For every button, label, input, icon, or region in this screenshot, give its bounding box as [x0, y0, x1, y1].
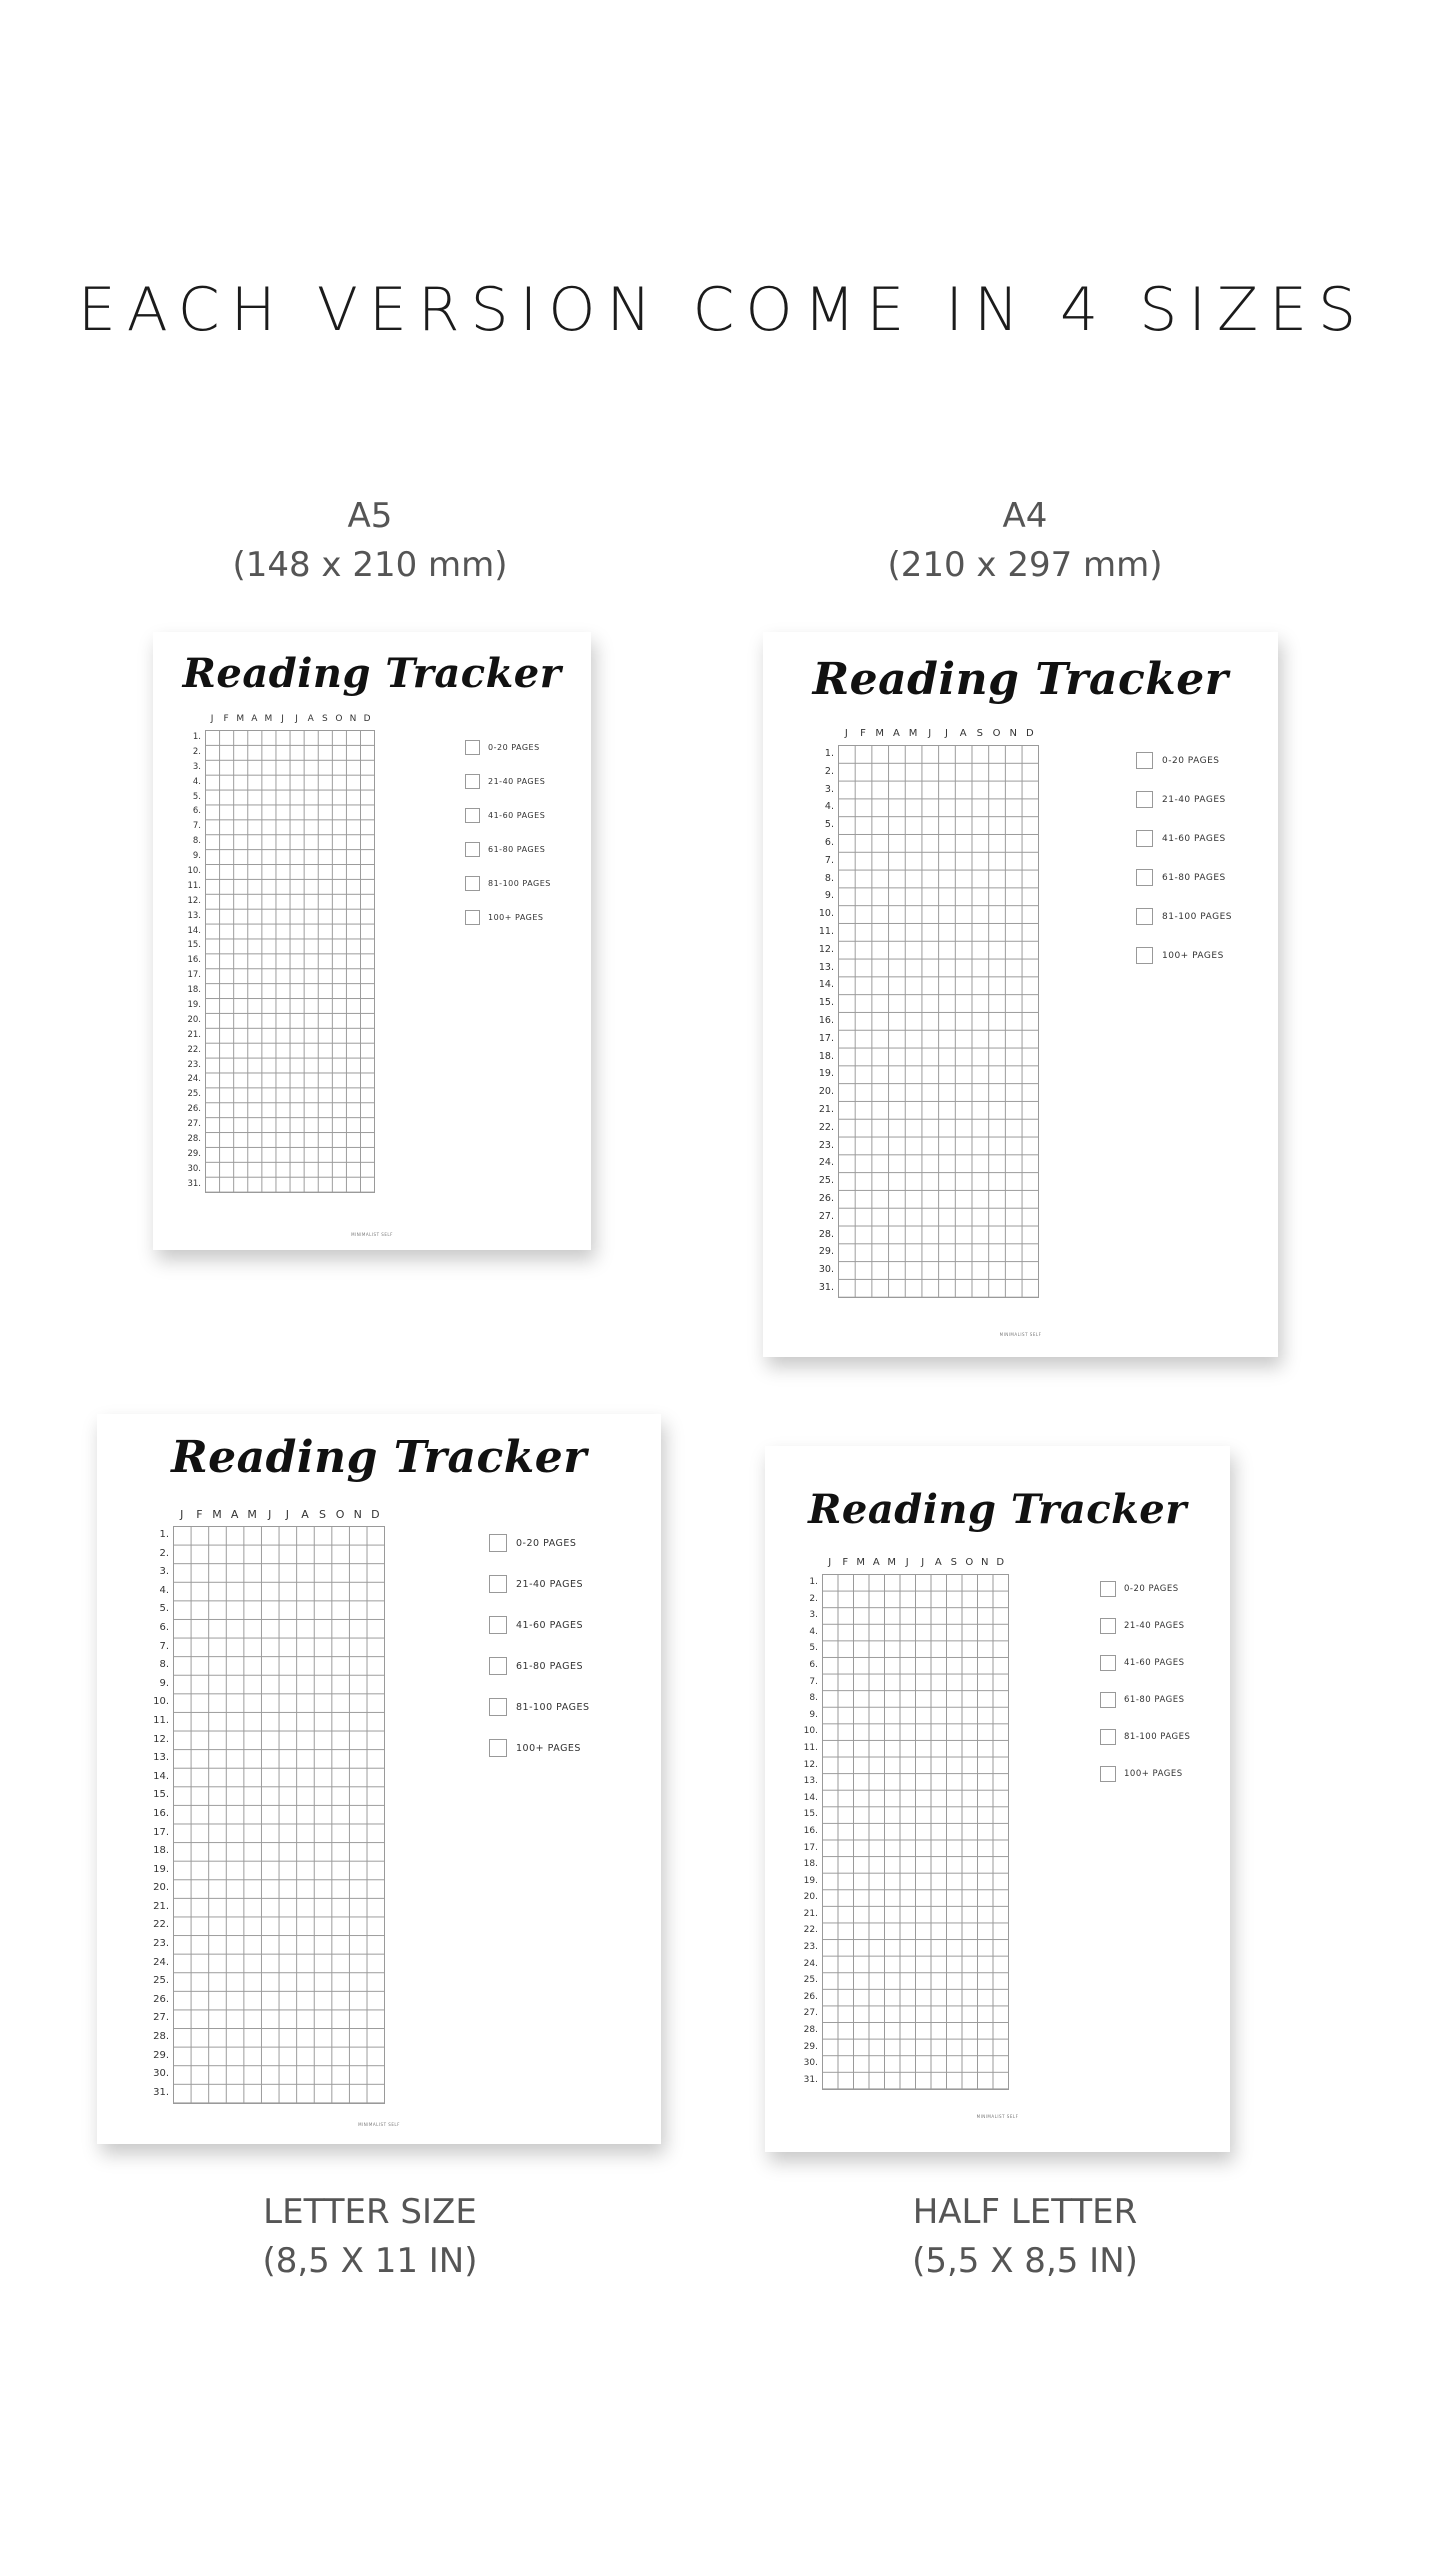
day-number-column: [792, 1574, 818, 2088]
month-label: A: [230, 1508, 239, 1521]
day-number: 12.: [153, 1733, 169, 1745]
day-number: 29.: [803, 2041, 818, 2052]
day-number: 13.: [153, 1752, 169, 1764]
legend-checkbox: [489, 1534, 507, 1552]
month-label: S: [321, 714, 328, 724]
legend-item: [489, 1575, 583, 1593]
legend-label: 41-60 PAGES: [1162, 833, 1226, 844]
month-label: A: [251, 714, 258, 724]
day-number: 3.: [159, 1566, 169, 1578]
day-number: 26.: [818, 1192, 834, 1204]
legend-checkbox: [1136, 791, 1153, 808]
day-number: 4.: [192, 776, 201, 787]
legend-checkbox: [465, 876, 480, 891]
month-label: M: [887, 1557, 897, 1568]
letter-dims: (8,5 X 11 IN): [262, 2241, 478, 2282]
day-number: 3.: [824, 783, 834, 795]
day-number: 5.: [159, 1603, 169, 1615]
day-number: 16.: [818, 1014, 834, 1026]
month-label: J: [921, 1557, 925, 1568]
day-number: 21.: [803, 1908, 818, 1919]
legend-label: 0-20 PAGES: [516, 1537, 577, 1549]
page-headline: EACH VERSION COME IN 4 SIZES: [77, 275, 1368, 345]
legend-label: 41-60 PAGES: [1124, 1658, 1185, 1668]
day-number: 21.: [153, 1900, 169, 1912]
day-number: 1.: [824, 748, 834, 759]
day-number: 13.: [818, 961, 834, 973]
day-number: 5.: [809, 1643, 818, 1654]
legend-item: [489, 1534, 576, 1552]
legend-item: [1136, 830, 1226, 847]
day-number: 21.: [187, 1029, 201, 1040]
legend-checkbox: [1136, 947, 1153, 964]
day-number: 14.: [153, 1770, 169, 1782]
month-label: J: [295, 714, 298, 724]
day-number: 23.: [818, 1139, 834, 1151]
legend-label: 21-40 PAGES: [1162, 794, 1226, 805]
month-label: M: [875, 728, 885, 739]
day-number: 2.: [809, 1593, 818, 1604]
day-number: 12.: [803, 1759, 818, 1770]
legend-checkbox: [465, 808, 480, 823]
month-label: N: [353, 1508, 362, 1521]
day-number: 10.: [187, 866, 201, 877]
day-number: 6.: [159, 1621, 169, 1633]
legend-label: 21-40 PAGES: [516, 1578, 583, 1590]
day-number: 23.: [803, 1942, 818, 1953]
month-label: S: [319, 1508, 327, 1521]
half-letter-dims: (5,5 X 8,5 IN): [912, 2241, 1138, 2282]
day-number: 5.: [192, 791, 201, 802]
day-number: 19.: [818, 1068, 834, 1080]
legend-item: [1100, 1655, 1185, 1671]
day-number: 11.: [803, 1742, 818, 1753]
day-number: 17.: [818, 1032, 834, 1044]
a4-size-label: [855, 492, 1195, 591]
day-number: 3.: [809, 1610, 818, 1621]
day-number: 29.: [818, 1246, 834, 1258]
month-label: M: [236, 714, 245, 724]
brand-footer: MINIMALIST SELF: [976, 2114, 1019, 2119]
month-label: N: [981, 1557, 989, 1568]
month-label: N: [1009, 728, 1017, 739]
day-number: 6.: [824, 836, 834, 848]
day-number: 7.: [824, 854, 834, 866]
legend-checkbox: [1136, 908, 1153, 925]
month-label: M: [247, 1508, 257, 1521]
day-number: 22.: [818, 1121, 834, 1133]
day-number: 20.: [153, 1882, 169, 1894]
legend-label: 81-100 PAGES: [1124, 1732, 1191, 1742]
legend-item: [465, 808, 545, 823]
brand-footer: MINIMALIST SELF: [358, 2122, 400, 2127]
legend-checkbox: [489, 1616, 507, 1634]
legend-label: 100+ PAGES: [1162, 950, 1224, 961]
month-label: J: [210, 714, 214, 724]
tracker-title: Reading Tracker: [182, 650, 562, 697]
month-label: J: [828, 1557, 832, 1568]
day-number: 16.: [187, 955, 201, 966]
day-number: 22.: [803, 1925, 818, 1936]
month-label: J: [928, 728, 932, 739]
month-label: O: [335, 1508, 345, 1521]
legend-item: [1136, 752, 1220, 769]
month-label: M: [908, 728, 918, 739]
day-number: 20.: [803, 1892, 818, 1903]
legend-item: [489, 1616, 583, 1634]
day-number: 2.: [824, 765, 834, 777]
legend-label: 100+ PAGES: [1124, 1769, 1183, 1779]
day-number: 30.: [187, 1163, 201, 1174]
month-header: [173, 1509, 384, 1520]
month-label: J: [281, 714, 284, 724]
legend-item: [465, 774, 545, 789]
day-number-column: [143, 1526, 169, 2102]
day-number: 14.: [803, 1792, 818, 1803]
legend-label: 0-20 PAGES: [1124, 1584, 1179, 1594]
day-number: 16.: [153, 1807, 169, 1819]
day-number: 20.: [818, 1086, 834, 1098]
day-number: 24.: [153, 1956, 169, 1968]
day-number: 28.: [818, 1228, 834, 1240]
legend-checkbox: [489, 1739, 507, 1757]
day-number: 19.: [187, 1000, 201, 1011]
day-number: 20.: [187, 1014, 201, 1025]
a4-dims: (210 x 297 mm): [887, 545, 1163, 586]
legend-checkbox: [1100, 1655, 1116, 1671]
legend-item: [1136, 908, 1232, 925]
day-number: 25.: [818, 1175, 834, 1187]
month-label: S: [976, 728, 984, 739]
day-number: 19.: [153, 1863, 169, 1875]
month-label: D: [996, 1557, 1005, 1568]
day-number: 27.: [187, 1119, 201, 1130]
month-label: N: [349, 714, 357, 724]
month-label: M: [212, 1508, 222, 1521]
legend-label: 41-60 PAGES: [516, 1619, 583, 1631]
day-number: 24.: [187, 1074, 201, 1085]
legend-item: [465, 876, 551, 891]
tracker-title: Reading Tracker: [812, 654, 1229, 705]
legend-label: 61-80 PAGES: [1162, 872, 1226, 883]
day-number: 22.: [187, 1044, 201, 1055]
tracker-grid: [822, 1574, 1009, 2090]
legend-checkbox: [1100, 1729, 1116, 1745]
legend-item: [489, 1739, 581, 1757]
tracker-grid: [205, 730, 375, 1193]
day-number: 21.: [818, 1103, 834, 1115]
day-number: 13.: [803, 1776, 818, 1787]
day-number: 9.: [159, 1677, 169, 1689]
month-label: A: [892, 728, 900, 739]
day-number: 31.: [803, 2074, 818, 2085]
a5-dims: (148 x 210 mm): [232, 545, 508, 586]
month-label: J: [180, 1508, 184, 1521]
month-label: J: [905, 1557, 909, 1568]
legend-checkbox: [1100, 1618, 1116, 1634]
month-label: A: [301, 1508, 309, 1521]
month-label: F: [860, 728, 866, 739]
month-label: O: [335, 714, 343, 724]
day-number: 12.: [187, 895, 201, 906]
day-number: 5.: [824, 819, 834, 831]
day-number: 2.: [192, 746, 201, 757]
legend-checkbox: [465, 740, 480, 755]
legend-label: 21-40 PAGES: [488, 777, 546, 786]
month-label: A: [959, 728, 967, 739]
day-number: 25.: [153, 1975, 169, 1987]
day-number: 1.: [192, 732, 201, 742]
half-letter-tracker-sheet: [765, 1446, 1230, 2152]
day-number: 4.: [159, 1584, 169, 1596]
day-number: 10.: [803, 1726, 818, 1737]
legend-checkbox: [489, 1575, 507, 1593]
day-number: 8.: [192, 836, 201, 847]
legend-item: [489, 1657, 583, 1675]
day-number: 23.: [187, 1059, 201, 1070]
day-number: 8.: [159, 1659, 169, 1671]
legend-item: [1136, 869, 1226, 886]
day-number: 3.: [192, 761, 201, 772]
day-number: 24.: [818, 1157, 834, 1169]
legend-label: 81-100 PAGES: [488, 879, 551, 888]
legend-label: 81-100 PAGES: [516, 1701, 590, 1713]
day-number: 30.: [818, 1264, 834, 1276]
legend-checkbox: [1136, 869, 1153, 886]
day-number: 7.: [159, 1640, 169, 1652]
day-number: 17.: [803, 1842, 818, 1853]
month-header: [838, 729, 1038, 739]
day-number: 17.: [187, 970, 201, 981]
legend-checkbox: [1136, 830, 1153, 847]
legend-item: [1100, 1729, 1190, 1745]
legend-label: 100+ PAGES: [488, 913, 544, 922]
a5-name: A5: [347, 496, 393, 536]
day-number: 18.: [818, 1050, 834, 1062]
month-label: J: [268, 1508, 272, 1521]
day-number: 27.: [153, 2012, 169, 2024]
day-number: 26.: [187, 1104, 201, 1115]
legend-checkbox: [465, 910, 480, 925]
legend-checkbox: [1100, 1692, 1116, 1708]
half-letter-size-label: [855, 2188, 1195, 2287]
day-number: 29.: [187, 1148, 201, 1159]
day-number: 4.: [809, 1626, 818, 1637]
legend-checkbox: [489, 1698, 507, 1716]
month-label: M: [856, 1557, 866, 1568]
day-number: 26.: [803, 1991, 818, 2002]
day-number: 8.: [809, 1693, 818, 1704]
day-number: 9.: [824, 890, 834, 902]
legend-label: 41-60 PAGES: [488, 811, 546, 820]
day-number: 29.: [153, 2049, 169, 2061]
month-header: [822, 1558, 1008, 1568]
day-number: 9.: [192, 851, 201, 862]
day-number: 12.: [818, 943, 834, 955]
month-label: F: [196, 1508, 203, 1521]
day-number: 18.: [187, 985, 201, 996]
month-label: J: [944, 728, 948, 739]
letter-size-label: [200, 2188, 540, 2287]
legend-label: 21-40 PAGES: [1124, 1621, 1185, 1631]
month-label: J: [285, 1508, 289, 1521]
day-number: 30.: [153, 2068, 169, 2080]
legend-label: 0-20 PAGES: [488, 743, 540, 752]
a4-name: A4: [1002, 496, 1048, 536]
day-number: 28.: [803, 2025, 818, 2036]
day-number: 19.: [803, 1875, 818, 1886]
day-number: 27.: [803, 2008, 818, 2019]
day-number: 10.: [153, 1696, 169, 1708]
day-number: 8.: [824, 872, 834, 884]
day-number: 28.: [153, 2031, 169, 2043]
day-number: 18.: [803, 1859, 818, 1870]
legend-item: [489, 1698, 590, 1716]
legend-item: [1136, 947, 1224, 964]
legend-item: [1136, 791, 1226, 808]
day-number: 1.: [159, 1529, 169, 1540]
day-number: 17.: [153, 1826, 169, 1838]
legend-item: [465, 842, 545, 857]
day-number: 23.: [153, 1938, 169, 1950]
day-number: 31.: [187, 1178, 201, 1189]
half-letter-name: HALF LETTER: [912, 2192, 1138, 2232]
month-label: O: [965, 1557, 974, 1568]
month-header: [205, 715, 374, 724]
day-number: 31.: [153, 2086, 169, 2098]
legend-checkbox: [465, 774, 480, 789]
day-number: 14.: [818, 979, 834, 991]
brand-footer: MINIMALIST SELF: [351, 1232, 393, 1237]
day-number: 15.: [818, 997, 834, 1009]
legend-label: 61-80 PAGES: [1124, 1695, 1185, 1705]
day-number: 7.: [192, 821, 201, 832]
letter-tracker-sheet: [97, 1414, 661, 2144]
day-number-column: [808, 745, 834, 1297]
legend-checkbox: [1100, 1766, 1116, 1782]
day-number: 6.: [192, 806, 201, 817]
day-number: 15.: [153, 1789, 169, 1801]
day-number: 2.: [159, 1547, 169, 1559]
tracker-title: Reading Tracker: [808, 1486, 1187, 1533]
day-number: 10.: [818, 908, 834, 920]
day-number: 11.: [818, 925, 834, 937]
a5-tracker-sheet: [153, 632, 591, 1250]
day-number: 11.: [153, 1714, 169, 1726]
a4-tracker-sheet: [763, 632, 1278, 1357]
month-label: A: [872, 1557, 880, 1568]
legend-item: [1100, 1766, 1183, 1782]
day-number: 27.: [818, 1210, 834, 1222]
brand-footer: MINIMALIST SELF: [999, 1332, 1042, 1337]
day-number-column: [175, 730, 201, 1192]
tracker-title: Reading Tracker: [171, 1432, 587, 1483]
day-number: 25.: [803, 1975, 818, 1986]
legend-item: [1100, 1581, 1179, 1597]
legend-checkbox: [465, 842, 480, 857]
letter-name: LETTER SIZE: [263, 2192, 477, 2232]
legend-item: [465, 740, 540, 755]
legend-checkbox: [1100, 1581, 1116, 1597]
month-label: F: [842, 1557, 849, 1568]
legend-item: [1100, 1692, 1185, 1708]
legend-item: [465, 910, 544, 925]
month-label: A: [934, 1557, 942, 1568]
day-number: 7.: [809, 1676, 818, 1687]
day-number: 25.: [187, 1089, 201, 1100]
legend-checkbox: [489, 1657, 507, 1675]
day-number: 13.: [187, 910, 201, 921]
day-number: 18.: [153, 1845, 169, 1857]
day-number: 31.: [818, 1281, 834, 1293]
day-number: 28.: [187, 1134, 201, 1145]
day-number: 9.: [809, 1709, 818, 1720]
a5-size-label: [200, 492, 540, 591]
tracker-grid: [173, 1526, 385, 2104]
legend-checkbox: [1136, 752, 1153, 769]
legend-label: 61-80 PAGES: [488, 845, 546, 854]
day-number: 15.: [803, 1809, 818, 1820]
day-number: 16.: [803, 1825, 818, 1836]
month-label: D: [371, 1508, 380, 1521]
legend-label: 61-80 PAGES: [516, 1660, 583, 1672]
tracker-grid: [838, 745, 1039, 1298]
day-number: 1.: [809, 1577, 818, 1587]
month-label: J: [844, 728, 848, 739]
month-label: M: [264, 714, 273, 724]
day-number: 22.: [153, 1919, 169, 1931]
month-label: F: [223, 714, 229, 724]
day-number: 11.: [187, 880, 201, 891]
day-number: 24.: [803, 1958, 818, 1969]
day-number: 4.: [824, 801, 834, 813]
month-label: S: [950, 1557, 957, 1568]
day-number: 14.: [187, 925, 201, 936]
legend-label: 81-100 PAGES: [1162, 911, 1232, 922]
day-number: 6.: [809, 1659, 818, 1670]
legend-item: [1100, 1618, 1185, 1634]
month-label: O: [992, 728, 1001, 739]
day-number: 15.: [187, 940, 201, 951]
day-number: 30.: [803, 2058, 818, 2069]
legend-label: 0-20 PAGES: [1162, 755, 1220, 766]
month-label: D: [363, 714, 371, 724]
legend-label: 100+ PAGES: [516, 1742, 581, 1754]
day-number: 26.: [153, 1993, 169, 2005]
month-label: D: [1026, 728, 1034, 739]
month-label: A: [307, 714, 314, 724]
